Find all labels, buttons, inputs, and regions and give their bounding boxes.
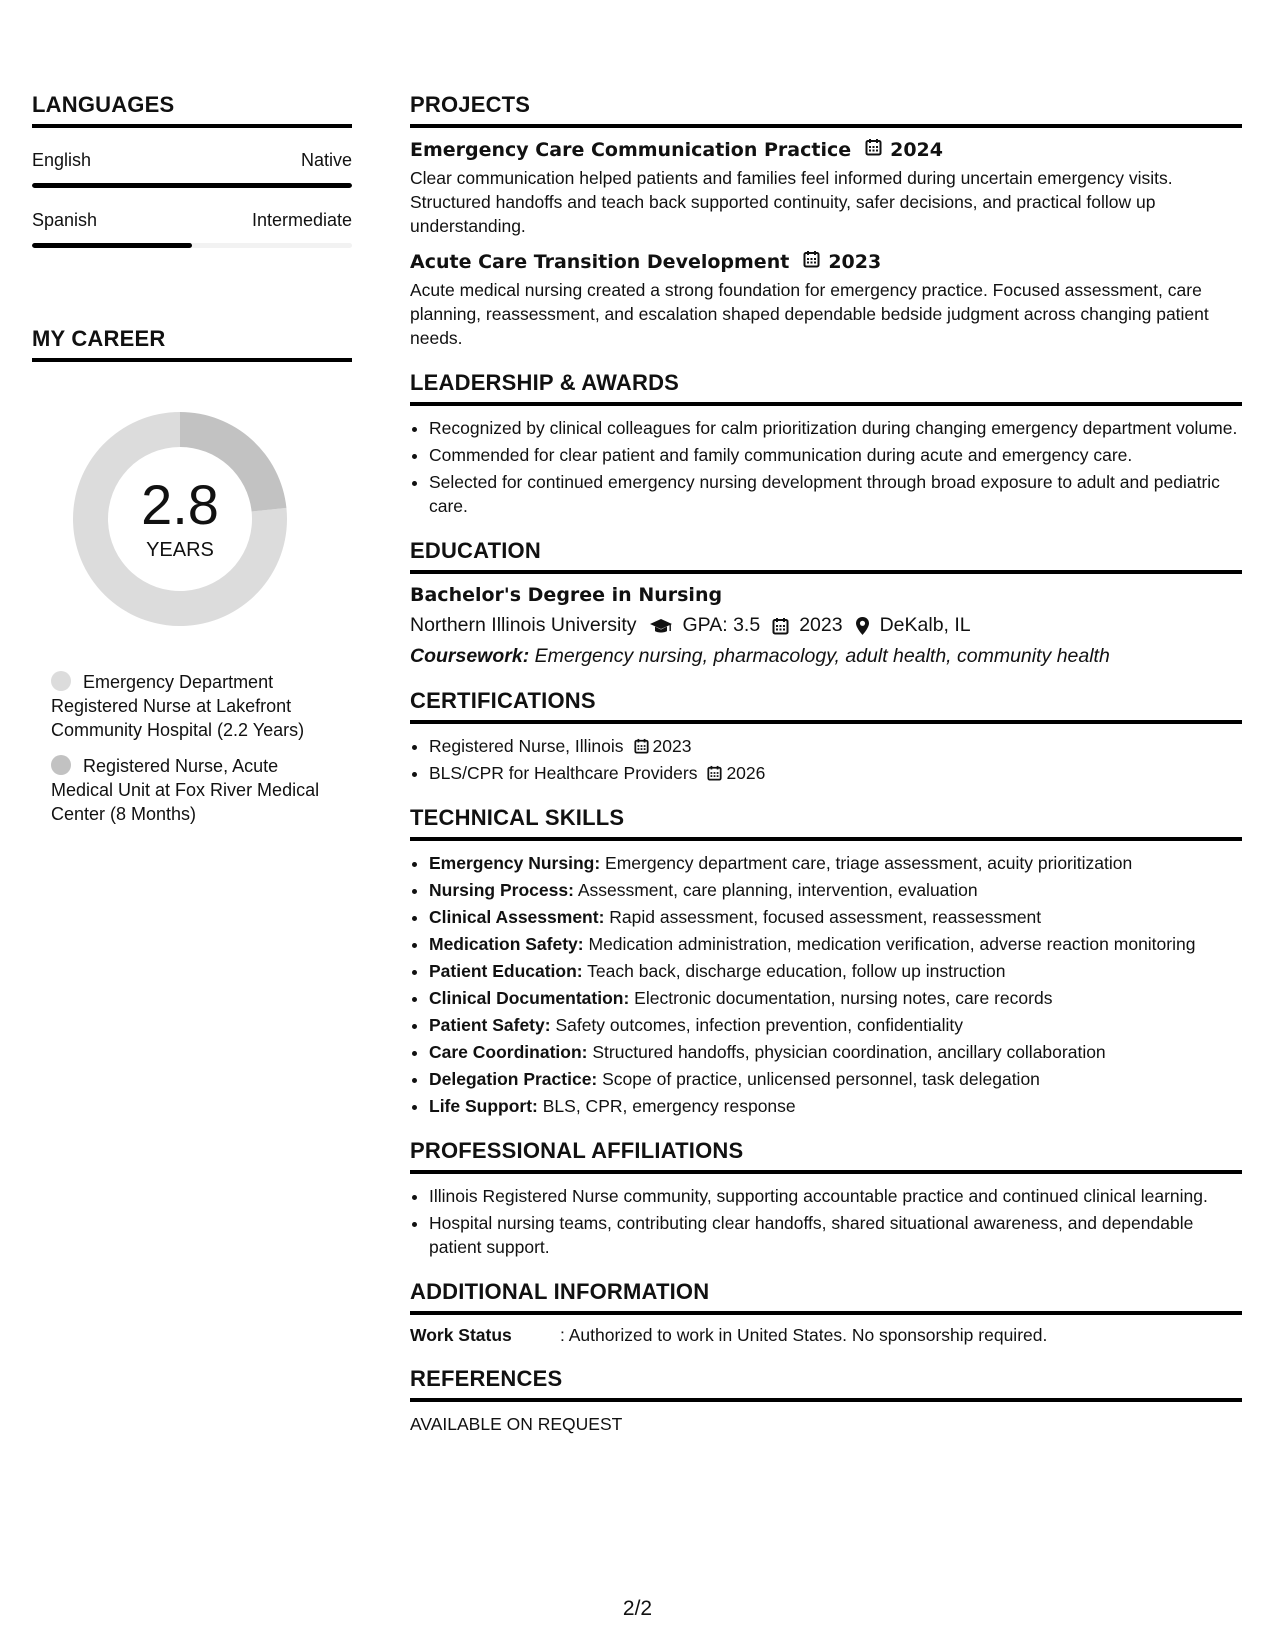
career-title: MY CAREER bbox=[32, 326, 352, 362]
certification-item bbox=[429, 761, 1242, 785]
skill-item bbox=[429, 959, 1242, 983]
skill-label: Clinical Assessment: bbox=[429, 907, 605, 927]
left-column bbox=[32, 92, 352, 838]
certification-year: 2023 bbox=[652, 736, 692, 756]
list-item: • Illinois Registered Nurse community, supporting accountable practice and continued clinical learning. bbox=[429, 1184, 1242, 1208]
calendar-icon bbox=[803, 250, 820, 273]
career-legend-item bbox=[51, 754, 331, 826]
skill-item bbox=[429, 905, 1242, 929]
skill-item bbox=[429, 878, 1242, 902]
skill-value: Emergency department care, triage assessment, acuity prioritization bbox=[605, 853, 1133, 873]
skill-value: Medication administration, medication verification, adverse reaction monitoring bbox=[588, 934, 1196, 954]
career-legend bbox=[51, 670, 331, 826]
skill-value: Rapid assessment, focused assessment, reassessment bbox=[609, 907, 1042, 927]
skill-item bbox=[429, 986, 1242, 1010]
skills-list bbox=[410, 851, 1242, 1118]
work-status-value: : Authorized to work in United States. No sponsorship required. bbox=[560, 1325, 1048, 1345]
skill-value: BLS, CPR, emergency response bbox=[542, 1096, 796, 1116]
language-bar-fill bbox=[32, 183, 352, 188]
skill-label: Emergency Nursing: bbox=[429, 853, 601, 873]
skill-label: Medication Safety: bbox=[429, 934, 584, 954]
legend-dot bbox=[51, 755, 71, 775]
project-item bbox=[410, 250, 1242, 350]
calendar-icon bbox=[707, 765, 722, 781]
references-title: REFERENCES bbox=[410, 1366, 1242, 1402]
references-text: AVAILABLE ON REQUEST bbox=[410, 1414, 623, 1434]
calendar-icon bbox=[772, 617, 789, 635]
certification-name: Registered Nurse, Illinois bbox=[429, 736, 624, 756]
language-level: Intermediate bbox=[251, 210, 352, 230]
education-location: DeKalb, IL bbox=[879, 614, 971, 636]
skill-label: Nursing Process: bbox=[429, 880, 574, 900]
career-donut-chart bbox=[65, 404, 295, 634]
career-legend-label: Registered Nurse, Acute Medical Unit at Fox River Medical Center (8 Months) bbox=[51, 756, 320, 824]
education-details bbox=[410, 614, 1242, 637]
skill-label: Patient Safety: bbox=[429, 1015, 551, 1035]
affiliations-list bbox=[410, 1184, 1242, 1259]
project-name: Acute Care Transition Development bbox=[410, 250, 790, 273]
list-item: • Hospital nursing teams, contributing clear handoffs, shared situational awareness, and dependable patient support. bbox=[429, 1211, 1242, 1259]
skill-item bbox=[429, 851, 1242, 875]
project-year: 2023 bbox=[828, 250, 882, 273]
skills-title: TECHNICAL SKILLS bbox=[410, 805, 1242, 841]
coursework-label: Coursework: bbox=[410, 645, 530, 667]
project-name: Emergency Care Communication Practice bbox=[410, 138, 852, 161]
skill-value: Structured handoffs, physician coordination, ancillary collaboration bbox=[592, 1042, 1106, 1062]
project-year: 2024 bbox=[890, 138, 943, 161]
language-bar bbox=[32, 243, 352, 248]
education-degree: Bachelor's Degree in Nursing bbox=[410, 584, 723, 606]
language-name: Spanish bbox=[32, 210, 98, 230]
career-legend-item bbox=[51, 670, 331, 742]
legend-dot bbox=[51, 671, 71, 691]
career-total-value: 2.8 bbox=[141, 472, 219, 536]
skill-label: Delegation Practice: bbox=[429, 1069, 598, 1089]
skill-value: Assessment, care planning, intervention, evaluation bbox=[577, 880, 978, 900]
language-name: English bbox=[32, 150, 92, 170]
right-column bbox=[410, 92, 1242, 1435]
skill-label: Clinical Documentation: bbox=[429, 988, 630, 1008]
skill-value: Teach back, discharge education, follow up instruction bbox=[587, 961, 1006, 981]
certification-name: BLS/CPR for Healthcare Providers bbox=[429, 763, 698, 783]
page-number: 2/2 bbox=[622, 1597, 653, 1620]
graduation-cap-icon bbox=[649, 617, 673, 635]
project-description: Clear communication helped patients and families feel informed during uncertain emergency visits. Structured handoffs and teach back supported continuity, safer decisions, and practical follow up understanding. bbox=[410, 168, 1173, 236]
skill-item bbox=[429, 1094, 1242, 1118]
projects-title: PROJECTS bbox=[410, 92, 1242, 128]
language-bar-fill bbox=[32, 243, 192, 248]
work-status-label: Work Status bbox=[410, 1325, 512, 1345]
affiliations-title: PROFESSIONAL AFFILIATIONS bbox=[410, 1138, 1242, 1174]
skill-label: Care Coordination: bbox=[429, 1042, 588, 1062]
work-status-row bbox=[410, 1325, 1242, 1346]
education-school: Northern Illinois University bbox=[410, 614, 637, 636]
calendar-icon bbox=[865, 138, 882, 161]
career-total-unit: YEARS bbox=[146, 538, 214, 561]
language-spanish bbox=[32, 210, 352, 248]
certifications-list bbox=[410, 734, 1242, 785]
skill-value: Safety outcomes, infection prevention, confidentiality bbox=[555, 1015, 964, 1035]
skill-value: Scope of practice, unlicensed personnel, task delegation bbox=[602, 1069, 1040, 1089]
list-item: • Selected for continued emergency nursing development through broad exposure to adult and pediatric care. bbox=[429, 470, 1242, 518]
skill-label: Patient Education: bbox=[429, 961, 583, 981]
language-bar bbox=[32, 183, 352, 188]
skill-item bbox=[429, 1067, 1242, 1091]
certifications-title: CERTIFICATIONS bbox=[410, 688, 1242, 724]
list-item: • Commended for clear patient and family communication during acute and emergency care. bbox=[429, 443, 1242, 467]
additional-title: ADDITIONAL INFORMATION bbox=[410, 1279, 1242, 1315]
skill-item bbox=[429, 1013, 1242, 1037]
education-gpa: GPA: 3.5 bbox=[682, 614, 761, 636]
leadership-list bbox=[410, 416, 1242, 518]
project-description: Acute medical nursing created a strong foundation for emergency practice. Focused assessment, care planning, reassessment, and escalation shaped dependable bedside judgment across changing patient needs. bbox=[410, 280, 1209, 348]
certification-year: 2026 bbox=[726, 763, 766, 783]
certification-item bbox=[429, 734, 1242, 758]
languages-title: LANGUAGES bbox=[32, 92, 352, 128]
skill-item bbox=[429, 1040, 1242, 1064]
map-pin-icon bbox=[855, 616, 870, 636]
skill-label: Life Support: bbox=[429, 1096, 538, 1116]
project-item bbox=[410, 138, 1242, 238]
education-coursework bbox=[410, 645, 1242, 668]
skill-item bbox=[429, 932, 1242, 956]
career-legend-label: Emergency Department Registered Nurse at Lakefront Community Hospital (2.2 Years) bbox=[51, 672, 305, 740]
calendar-icon bbox=[634, 738, 649, 754]
coursework-value: Emergency nursing, pharmacology, adult health, community health bbox=[534, 645, 1110, 667]
list-item: • Recognized by clinical colleagues for calm prioritization during changing emergency department volume. bbox=[429, 416, 1242, 440]
education-title: EDUCATION bbox=[410, 538, 1242, 574]
language-english bbox=[32, 150, 352, 188]
education-year: 2023 bbox=[799, 614, 843, 636]
skill-value: Electronic documentation, nursing notes, care records bbox=[634, 988, 1053, 1008]
leadership-title: LEADERSHIP & AWARDS bbox=[410, 370, 1242, 406]
language-level: Native bbox=[300, 150, 352, 170]
